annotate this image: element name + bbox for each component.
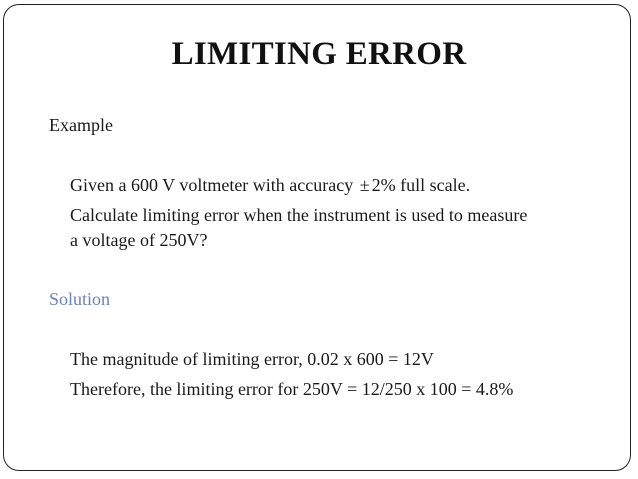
example-line-1-text-after: 2% full scale. — [371, 175, 471, 195]
solution-line-2: Therefore, the limiting error for 250V = 12/250 x 100 = 4.8% — [70, 379, 514, 399]
example-heading: Example — [49, 115, 113, 135]
plus-minus-symbol: ± — [359, 175, 370, 195]
example-line-2: Calculate limiting error when the instrument is used to measure — [70, 205, 528, 225]
solution-heading: Solution — [49, 289, 111, 309]
example-line-3: a voltage of 250V? — [70, 230, 208, 250]
example-line-1 — [70, 174, 470, 196]
slide-title: LIMITING ERROR — [171, 36, 467, 72]
example-line-1-text-before: Given a 600 V voltmeter with accuracy — [70, 175, 358, 195]
solution-line-1: The magnitude of limiting error, 0.02 x 600 = 12V — [70, 349, 434, 369]
